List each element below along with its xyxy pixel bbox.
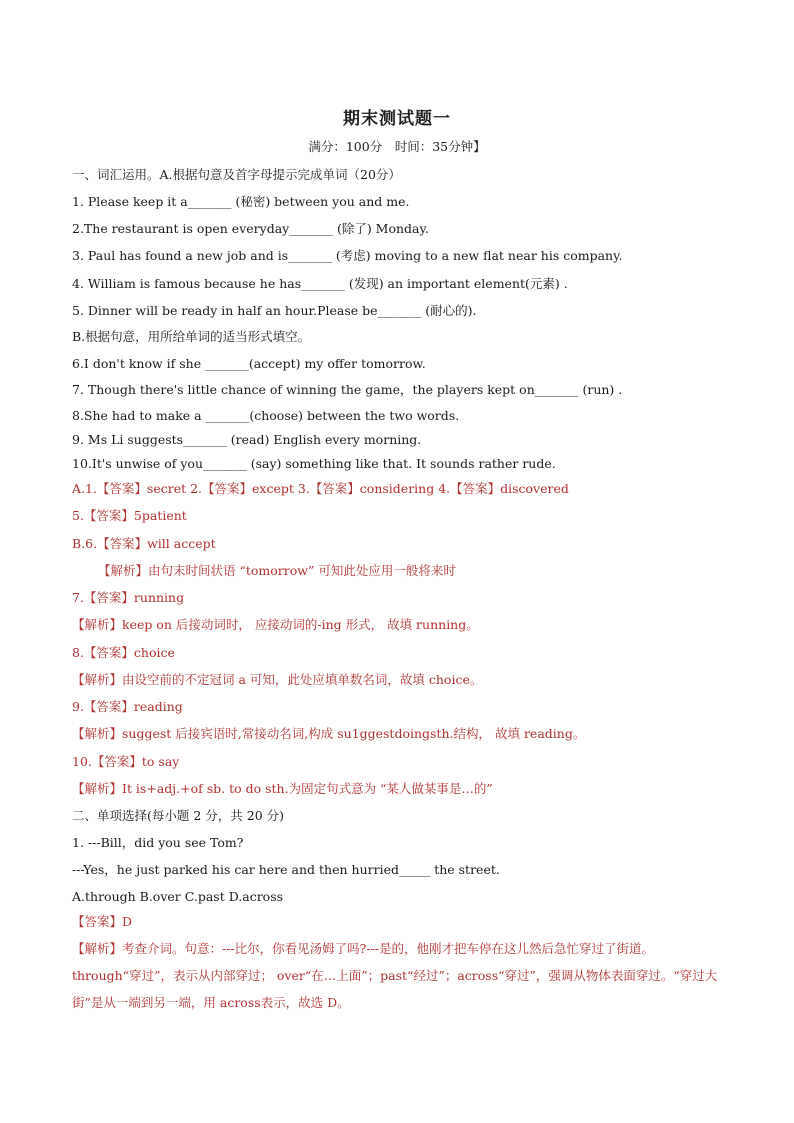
question-line: 3. Paul has found a new job and is_______ (考虑) moving to a new flat near his company. — [72, 248, 623, 263]
question-line: B.根据句意，用所给单词的适当形式填空。 — [72, 329, 311, 344]
question-line: 1. ---Bill，did you see Tom? — [72, 835, 244, 850]
answer-line: 7.【答案】running — [72, 590, 185, 605]
answer-line: 9.【答案】reading — [72, 699, 183, 714]
question-line: A.through B.over C.past D.across — [72, 889, 284, 904]
question-line: 二、单项选择(每小题 2 分，共 20 分) — [72, 808, 285, 823]
question-line: 一、词汇运用。A.根据句意及首字母提示完成单词（20分） — [72, 167, 401, 182]
question-line: 10.It's unwise of you_______ (say) something like that. It sounds rather rude. — [72, 456, 556, 471]
question-line: 7. Though there's little chance of winning the game，the players kept on_______ (run) . — [72, 382, 623, 397]
answer-line: 8.【答案】choice — [72, 645, 175, 660]
question-line: 2.The restaurant is open everyday_______ (除了) Monday. — [72, 221, 429, 236]
answer-line: 【解析】由设空前的不定冠词 a 可知，此处应填单数名词，故填 choice。 — [72, 672, 483, 687]
answer-line: B.6.【答案】will accept — [72, 536, 216, 551]
explanation-paragraph: through“穿过”，表示从内部穿过； over“在…上面”；past“经过”；across“穿过”，强调从物体表面穿过。“穿过大街”是从一端到另一端，用 across表示，故选 D。 — [72, 968, 718, 1010]
answer-line: 【解析】考查介词。句意：---比尔，你看见汤姆了吗?---是的，他刚才把车停在这儿然后急忙穿过了街道。 — [72, 941, 655, 956]
question-line: 6.I don't know if she _______(accept) my offer tomorrow. — [72, 356, 426, 371]
answer-line: 10.【答案】to say — [72, 754, 180, 769]
question-line: 9. Ms Li suggests_______ (read) English every morning. — [72, 432, 422, 447]
answer-line: 【解析】It is+adj.+of sb. to do sth.为固定句式意为 “某人做某事是…的” — [72, 781, 493, 796]
page-title: 期末测试题一 — [343, 109, 451, 129]
answer-line: 5.【答案】5patient — [72, 508, 187, 523]
question-line: 1. Please keep it a_______ (秘密) between you and me. — [72, 194, 410, 209]
question-line: ---Yes，he just parked his car here and then hurried_____ the street. — [72, 862, 500, 877]
question-line: 5. Dinner will be ready in half an hour.Please be_______ (耐心的). — [72, 303, 477, 318]
answer-line: 【解析】keep on 后接动词时， 应接动词的-ing 形式， 故填 running。 — [72, 617, 479, 632]
question-line: 4. William is famous because he has_______ (发现) an important element(元素) . — [72, 276, 568, 291]
answer-line: A.1.【答案】secret 2.【答案】except 3.【答案】considering 4.【答案】discovered — [72, 481, 569, 496]
answer-line: 【解析】由句末时间状语 “tomorrow” 可知此处应用一般将来时 — [98, 563, 456, 578]
answer-line: 【解析】suggest 后接宾语时,常接动名词,构成 su1ggestdoingsth.结构， 故填 reading。 — [72, 726, 586, 741]
page-subtitle: 满分：100分 时间：35分钟】 — [308, 139, 486, 154]
question-line: 8.She had to make a _______(choose) between the two words. — [72, 408, 460, 423]
answer-line: 【答案】D — [72, 914, 133, 929]
